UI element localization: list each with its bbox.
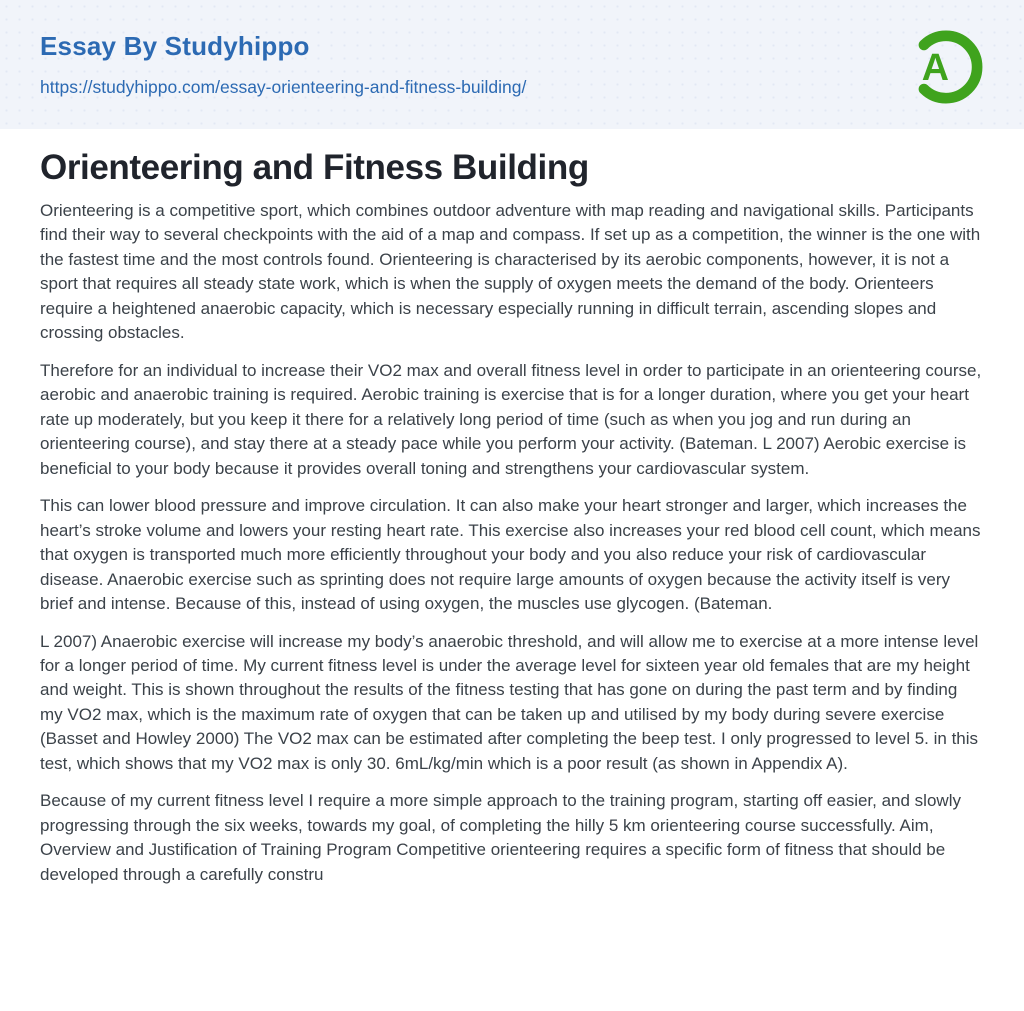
essay-paragraph: L 2007) Anaerobic exercise will increase my body’s anaerobic threshold, and will allow me to exercise at a more intense level for a longer period of time. My current fitness level is under the average level for sixteen year old females that are my height and weight. This is shown throughout the results of the fitness testing that has gone on during the past term and by finding my VO2 max, which is the maximum rate of oxygen that can be taken up and utilised by my body during severe exercise (Basset and Howley 2000) The VO2 max can be estimated after completing the beep test. I only progressed to level 5. in this test, which shows that my VO2 max is only 30. 6mL/kg/min which is a poor result (as shown in Appendix A). xyxy=(40,631,979,773)
site-title: Essay By Studyhippo xyxy=(40,31,310,61)
studyhippo-logo xyxy=(905,26,987,108)
essay-paragraph: Orienteering is a competitive sport, which combines outdoor adventure with map reading and navigational skills. Participants find their way to several checkpoints with the aid of a map and compass. If set up as a competition, the winner is the one with the fastest time and the most controls found. Orienteering is characterised by its aerobic components, however, it is not a sport that requires all steady state work, which is when the supply of oxygen meets the demand of the body. Orienteers require a heightened anaerobic capacity, which is necessary especially running in difficult terrain, ascending slopes and crossing obstacles. xyxy=(40,201,981,343)
header-text-block xyxy=(40,31,526,98)
essay-paragraph: Because of my current fitness level I require a more simple approach to the training program, starting off easier, and slowly progressing through the six weeks, towards my goal, of completing the hilly 5 km orienteering course successfully. Aim, Overview and Justification of Training Program Competitive orienteering requires a specific form of fitness that should be developed through a carefully constru xyxy=(40,791,961,884)
essay-paragraph: Therefore for an individual to increase their VO2 max and overall fitness level in order to participate in an orienteering course, aerobic and anaerobic training is required. Aerobic training is exercise that is for a longer duration, where you get your heart rate up moderately, but you keep it there for a relatively long period of time (such as when you jog and run during an orienteering course), and stay there at a steady pace while you perform your activity. (Bateman. L 2007) Aerobic exercise is beneficial to your body because it provides overall toning and strengthens your cardiovascular system. xyxy=(40,360,982,478)
page-header xyxy=(0,0,1024,129)
essay-content xyxy=(0,129,1024,887)
logo-ring-icon xyxy=(905,26,987,108)
essay-paragraph: This can lower blood pressure and improve circulation. It can also make your heart stronger and larger, which increases the heart’s stroke volume and lowers your resting heart rate. This exercise also increases your red blood cell count, which means that oxygen is transported much more efficiently throughout your body and you also reduce your risk of cardiovascular disease. Anaerobic exercise such as sprinting does not require large amounts of oxygen because the activity itself is very brief and intense. Because of this, instead of using oxygen, the muscles use glycogen. (Bateman. xyxy=(40,496,981,614)
logo-letter: A xyxy=(921,45,949,88)
essay-url-link[interactable]: https://studyhippo.com/essay-orienteering-and-fitness-building/ xyxy=(40,77,527,97)
essay-title: Orienteering and Fitness Building xyxy=(40,148,589,187)
